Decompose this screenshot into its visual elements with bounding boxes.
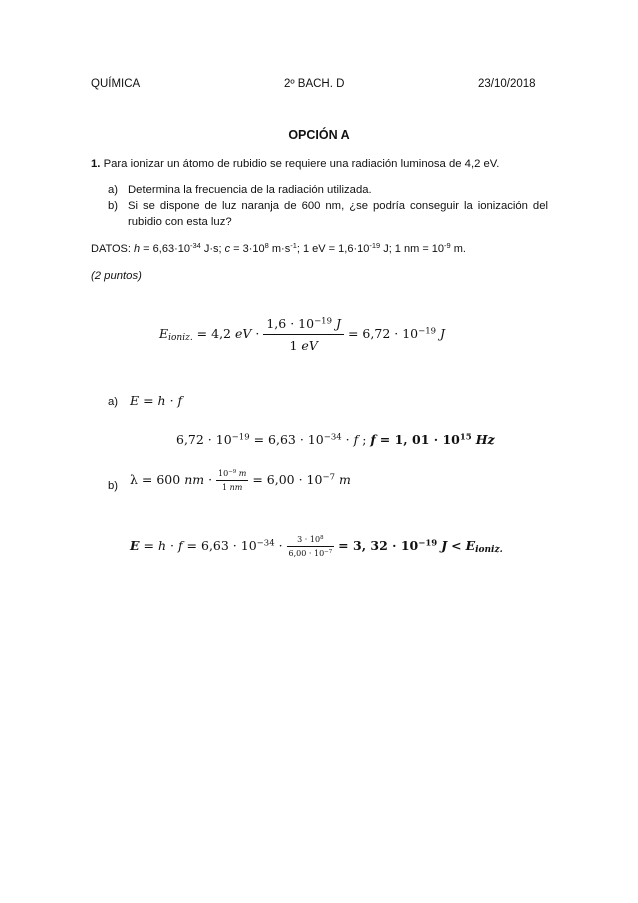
question-number: 1.	[91, 158, 101, 170]
part-b-line2: rubidio con esta luz?	[128, 216, 232, 228]
datos-label: DATOS:	[91, 243, 131, 255]
question-text: Para ionizar un átomo de rubidio se requiere una radiación luminosa de 4,2 eV.	[103, 158, 500, 170]
question-statement	[91, 156, 499, 172]
part-b-label: b)	[108, 200, 119, 212]
datos-line: DATOS: $h = 6,63\cdot 10^{-34}$ J·s; $c = 3\cdot 10^8$ $m\cdot s^{-1}$; 1 eV = $1,6\cdot 10^{-19}$ J; 1 nm = $10^{-9}$ m.	[91, 240, 466, 255]
header-subject: QUÍMICA	[91, 78, 141, 90]
header-date: 23/10/2018	[478, 78, 536, 90]
photon-energy-equation: $E = h \cdot f = 6,63 \cdot 10^{-34}$ · $\frac{3 \cdot 10^8}{6,00 \cdot 10^{-7}}$ = 3, $32 \cdot 10^{-19}$ $J < E_{ioniz.}$	[130, 535, 503, 558]
ionization-energy-equation: $E_{ioniz.} = 4,2$ eV · $\frac{1,6 \cdot 10^{-19} J}{1 eV}$ = $6,72 \cdot 10^{-19}$ J	[159, 316, 446, 353]
planck-equation: E = h · f	[130, 393, 183, 408]
points: (2 puntos)	[91, 270, 142, 282]
frequency-equation: $6,72 \cdot 10^{-19} = 6,63 \cdot 10^{-34} \cdot f$ ; f = 1, $01 \cdot 10^{15}$ Hz	[176, 432, 495, 447]
part-b-line1: Si se dispone de luz naranja de 600 nm, ¿se podría conseguir la ionización del	[128, 200, 548, 212]
solution-b-label: b)	[108, 480, 119, 492]
solution-a-label: a)	[108, 396, 119, 408]
header-course: 2º BACH. D	[284, 78, 345, 90]
part-a-label: a)	[108, 184, 119, 196]
part-a-text: Determina la frecuencia de la radiación utilizada.	[128, 184, 372, 196]
page-title: OPCIÓN A	[288, 128, 350, 142]
wavelength-equation: λ = 600 nm · $\frac{10^{-9} m}{1 nm}$ = $6,00 \cdot 10^{-7}$ m	[130, 469, 351, 492]
